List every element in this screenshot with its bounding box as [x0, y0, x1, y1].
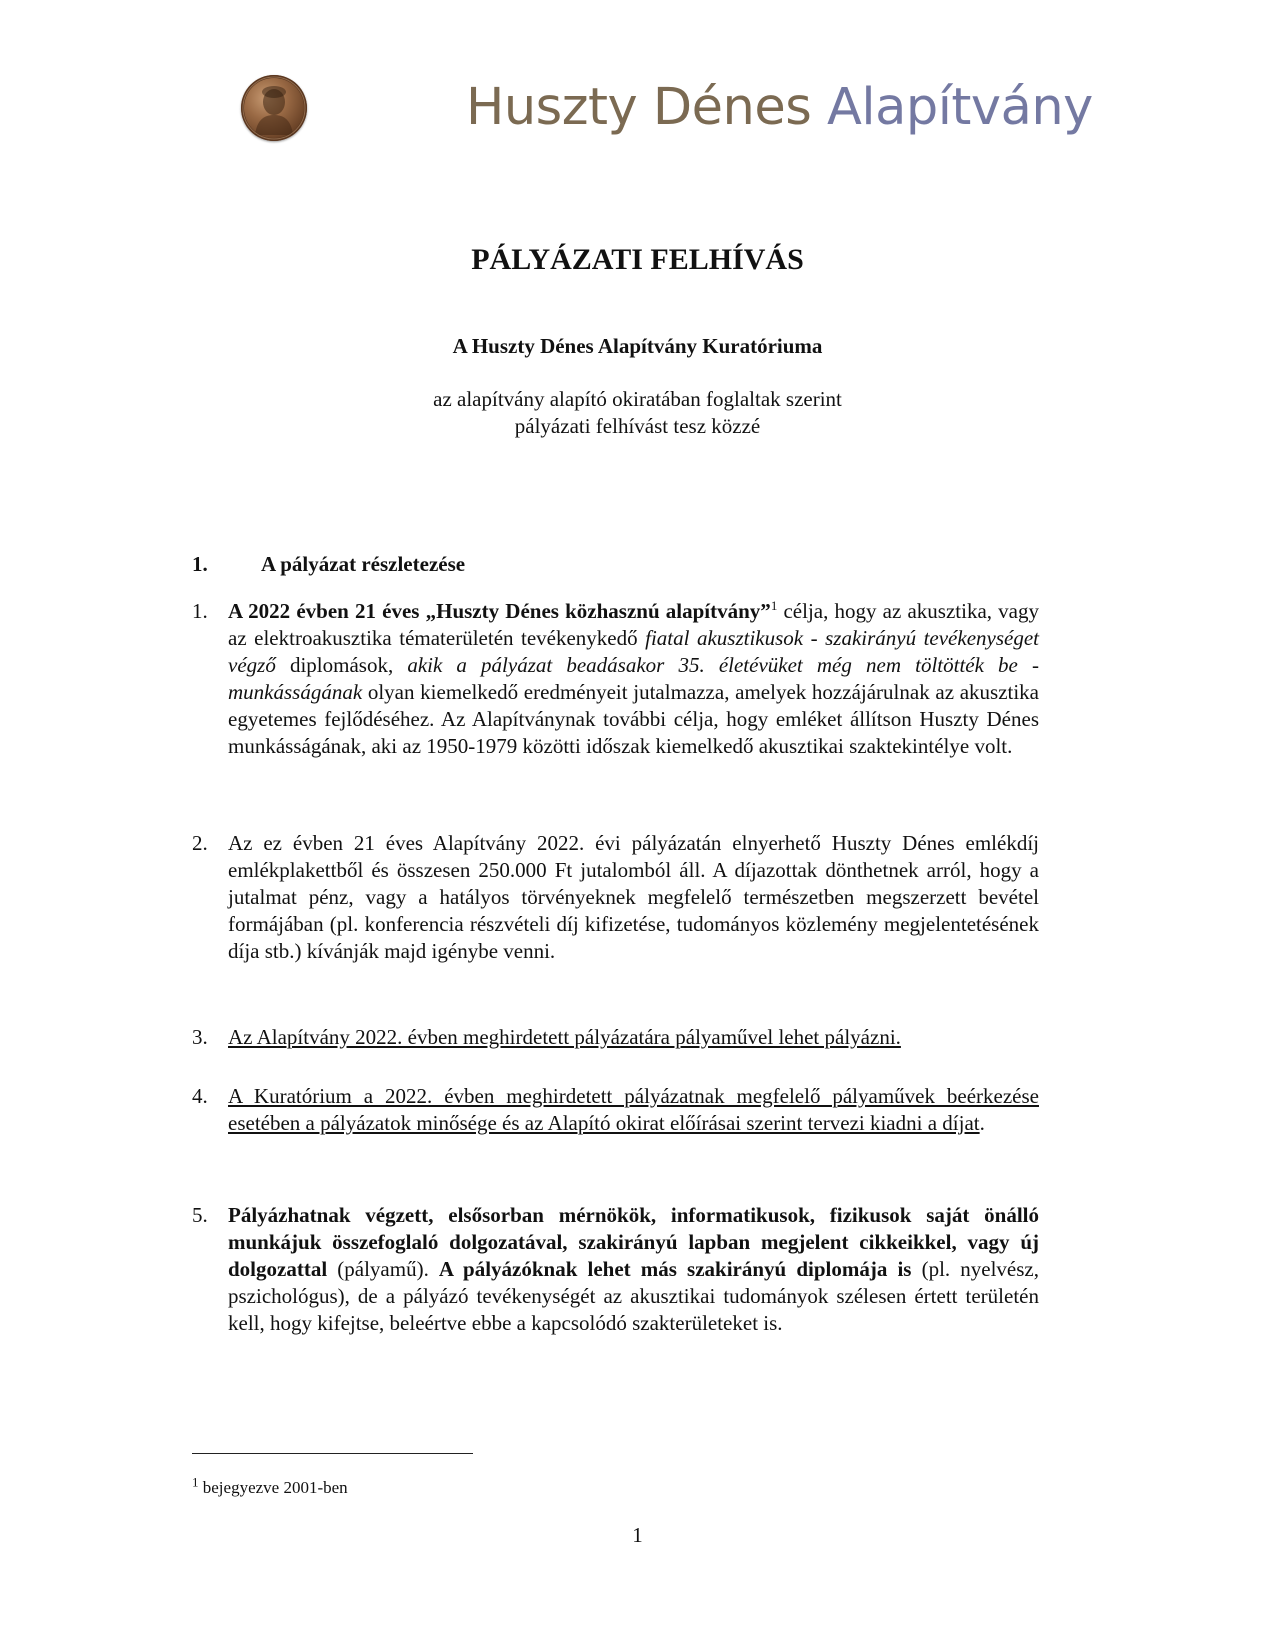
- footnote-separator: [192, 1453, 473, 1454]
- section-heading: [192, 551, 465, 577]
- intro-line-2: pályázati felhívást tesz közzé: [514, 414, 761, 438]
- footnote-ref[interactable]: 1: [770, 598, 778, 613]
- logo-name-part: Huszty Dénes: [466, 78, 812, 137]
- list-item: [192, 1202, 1039, 1337]
- list-item: [192, 1024, 1039, 1051]
- page-title: PÁLYÁZATI FELHÍVÁS: [471, 243, 804, 276]
- italic-run: akik a pályázat beadásakor 35. életévüket még nem töltötték be - munkásságának: [228, 653, 1039, 704]
- list-item-number: 3.: [192, 1025, 208, 1049]
- subtitle: A Huszty Dénes Alapítvány Kuratóriuma: [452, 334, 823, 358]
- list-item: [192, 830, 1039, 965]
- section-number: 1.: [192, 552, 208, 576]
- list-item: [192, 598, 1039, 760]
- bold-lead: A 2022 évben 21 éves „Huszty Dénes közhasznú alapítvány”: [228, 599, 771, 623]
- footnote-marker: 1: [192, 1474, 199, 1490]
- list-item-number: 1.: [192, 599, 208, 623]
- list-item-body: [228, 598, 1039, 760]
- section-title: A pályázat részletezése: [261, 552, 466, 576]
- list-item: [192, 1083, 1039, 1137]
- text-run: (pályamű).: [327, 1257, 439, 1281]
- footnote-text: bejegyezve 2001-ben: [198, 1478, 348, 1497]
- list-item-number: 4.: [192, 1084, 208, 1108]
- medallion-portrait-icon: [241, 75, 307, 141]
- page-number: 1: [632, 1523, 643, 1547]
- list-item-body: [228, 1083, 1039, 1137]
- logo-alapitvany-part: Alapítvány: [827, 78, 1093, 137]
- footnote: [192, 1474, 348, 1499]
- bold-run: Pályázhatnak végzett, elsősorban mérnökök, informatikusok, fizikusok saját önálló munkájuk összefoglaló dolgozatával, szakirányú lapban megjelent cikkeikkel, vagy új dolgozattal: [228, 1203, 1039, 1281]
- list-item-body: [228, 1024, 1039, 1051]
- text-run: .: [979, 1111, 985, 1135]
- underlined-run: Az Alapítvány 2022. évben meghirdetett pályázatára pályaművel lehet pályázni.: [228, 1025, 901, 1049]
- text-run: (pl. nyelvész, pszichológus), de a pályázó tevékenységét az akusztikai tudományok szélesen értett területén kell, hogy kifejtse, beleértve ebbe a kapcsolódó szakterületeket is.: [228, 1257, 1039, 1335]
- text-run: diplomások,: [275, 653, 408, 677]
- list-item-body: Az ez évben 21 éves Alapítvány 2022. évi pályázatán elnyerhető Huszty Dénes emlékdíj emlékplakettből és összesen 250.000 Ft jutalomból áll. A díjazottak dönthetnek arról, hogy a jutalmat pénz, vagy a hatályos törvényeknek megfelelő természetben megszerzett bevétel formájában (pl. konferencia részvételi díj kifizetése, tudományos közlemény megjelentetésének díja stb.) kívánják majd igénybe venni.: [228, 831, 1039, 963]
- intro-line-1: az alapítvány alapító okiratában foglaltak szerint: [433, 387, 842, 411]
- list-item-body: [228, 1202, 1039, 1337]
- list-item-number: 2.: [192, 831, 208, 855]
- list-item-number: 5.: [192, 1203, 208, 1227]
- text-run: célja, hogy az akusztika, vagy az elektroakusztika tématerületén tevékenykedő: [228, 599, 1040, 650]
- letterhead: [0, 0, 1275, 160]
- underlined-run: A Kuratórium a 2022. évben meghirdetett pályázatnak megfelelő pályaművek beérkezése esetében a pályázatok minősége és az Alapító okirat előírásai szerint tervezi kiadni a díjat: [228, 1084, 1039, 1135]
- foundation-logo-text: [466, 78, 1093, 137]
- intro-text: [0, 386, 1275, 440]
- italic-run: fiatal akusztikusok - szakirányú tevékenységet végző: [228, 626, 1039, 677]
- text-run: olyan kiemelkedő eredményeit jutalmazza, amelyek hozzájárulnak az akusztika egyetemes fejlődéséhez. Az Alapítványnak további célja, hogy emléket állítson Huszty Dénes munkásságának, aki az 1950-1979 közötti időszak kiemelkedő akusztikai szaktekintélye volt.: [228, 680, 1039, 758]
- bold-run: A pályázóknak lehet más szakirányú diplomája is: [438, 1257, 912, 1281]
